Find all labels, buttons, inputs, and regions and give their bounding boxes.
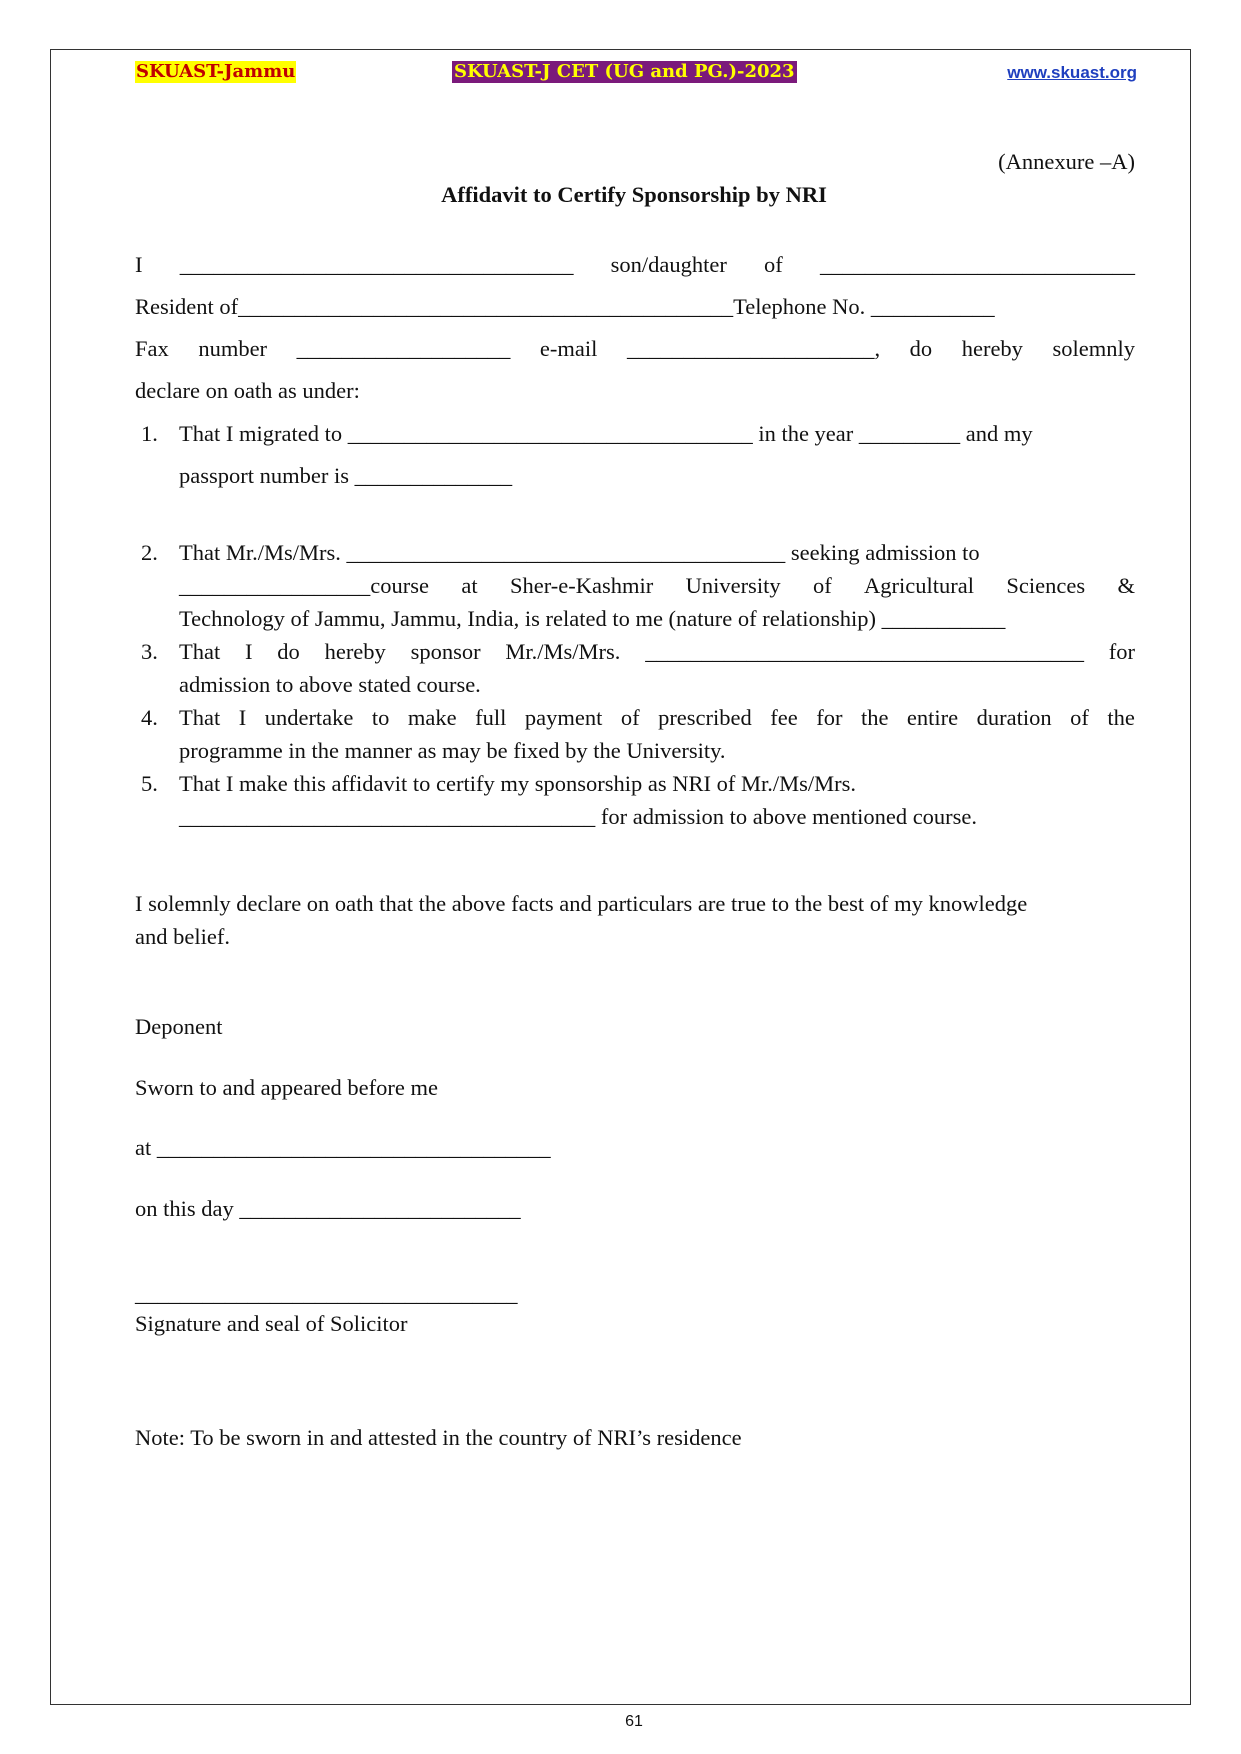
item-word: I (238, 705, 247, 730)
item-word: entire (906, 705, 959, 730)
signature-label: Signature and seal of Solicitor (135, 1311, 408, 1336)
item-word: Agricultural (864, 573, 975, 598)
intro-line-contact (135, 335, 1135, 363)
item-word: for (816, 705, 843, 730)
item-word: Sciences (1006, 573, 1086, 598)
item-number: 5. (141, 771, 158, 796)
document-title: Affidavit to Certify Sponsorship by NRI (441, 182, 827, 207)
intro-word: Fax (135, 336, 169, 361)
intro-line-declare: declare on oath as under: (135, 378, 360, 403)
item-3-line-2: admission to above stated course. (179, 672, 481, 697)
item-number: 1. (141, 421, 158, 446)
intro-word: solemnly (1052, 336, 1135, 361)
sworn-statement: Sworn to and appeared before me (135, 1075, 439, 1100)
item-word: do (277, 639, 300, 664)
item-2-line-2 (179, 572, 1135, 600)
item-word: fee (770, 705, 798, 730)
note: Note: To be sworn in and attested in the country of NRI’s residence (135, 1425, 742, 1450)
item-number: 3. (141, 639, 158, 664)
item-2-line-3: Technology of Jammu, Jammu, India, is related to me (nature of relationship) ___________ (179, 606, 1006, 631)
parent-name-blank: ____________________________ (819, 252, 1135, 277)
item-word: of (1070, 705, 1089, 730)
item-word: That (179, 705, 221, 730)
item-number: 2. (141, 540, 158, 565)
fax-blank: ___________________ (296, 336, 511, 361)
item-word: hereby (324, 639, 386, 664)
declaration-line-1: I solemnly declare on oath that the above facts and particulars are true to the best of my knowledge (135, 891, 1028, 916)
item-word: make (407, 705, 457, 730)
signature-blank: __________________________________ (135, 1281, 518, 1306)
item-4-line-1 (179, 704, 1135, 732)
header-exam-title: SKUAST-J CET (UG and PG.)-2023 (454, 61, 795, 82)
page-number: 61 (625, 1713, 643, 1730)
header-website-link[interactable]: www.skuast.org (1007, 63, 1137, 82)
item-word: payment (524, 705, 603, 730)
item-4-line-2: programme in the manner as may be fixed by the University. (179, 738, 726, 763)
item-word: the (860, 705, 889, 730)
item-word: Mr./Ms/Mrs. (505, 639, 621, 664)
deponent-label: Deponent (135, 1014, 223, 1039)
item-5-line-1: That I make this affidavit to certify my sponsorship as NRI of Mr./Ms/Mrs. (179, 771, 856, 796)
item-2-line-1: That Mr./Ms/Mrs. _______________________________________ seeking admission to (179, 540, 980, 565)
email-blank: ______________________, (626, 336, 881, 361)
name-blank: ___________________________________ (179, 252, 574, 277)
item-word: University (685, 573, 781, 598)
item-word: undertake (264, 705, 354, 730)
intro-word: son/daughter (610, 252, 727, 277)
header-institution: SKUAST-Jammu (136, 61, 296, 82)
item-word: sponsor (410, 639, 481, 664)
intro-word: number (198, 336, 268, 361)
item-word: Sher-e-Kashmir (509, 573, 654, 598)
item-5-line-2: _____________________________________ for admission to above mentioned course. (179, 804, 978, 829)
item-word: I (245, 639, 253, 664)
declaration-line-2: and belief. (135, 924, 230, 949)
intro-word: I (135, 252, 143, 277)
item-1-line-1: That I migrated to ____________________________________ in the year _________ and my (179, 421, 1033, 446)
item-word: full (475, 705, 507, 730)
item-word: of (620, 705, 640, 730)
item-word: at (461, 573, 478, 598)
place-line: at ___________________________________ (135, 1135, 551, 1160)
item-word: the (1107, 705, 1135, 730)
intro-word: of (764, 252, 783, 277)
item-word: prescribed (658, 705, 752, 730)
intro-word: hereby (961, 336, 1023, 361)
item-word: duration (976, 705, 1052, 730)
item-word: to (371, 705, 390, 730)
intro-line-residence: Resident of____________________________________________Telephone No. ___________ (135, 294, 995, 319)
item-word: for (1108, 639, 1135, 664)
item-word: & (1117, 573, 1135, 598)
item-1-line-2: passport number is ______________ (179, 463, 513, 488)
intro-line-name (135, 251, 1135, 279)
intro-word: do (909, 336, 933, 361)
item-number: 4. (141, 705, 158, 730)
item-3-line-1 (179, 638, 1135, 666)
course-blank: _________________course (179, 573, 429, 598)
sponsored-name-blank: _______________________________________ (645, 639, 1084, 664)
intro-word: e-mail (539, 336, 598, 361)
item-word: That (179, 639, 221, 664)
item-word: of (812, 573, 832, 598)
date-line: on this day _________________________ (135, 1196, 521, 1221)
annexure-label: (Annexure –A) (998, 149, 1135, 174)
